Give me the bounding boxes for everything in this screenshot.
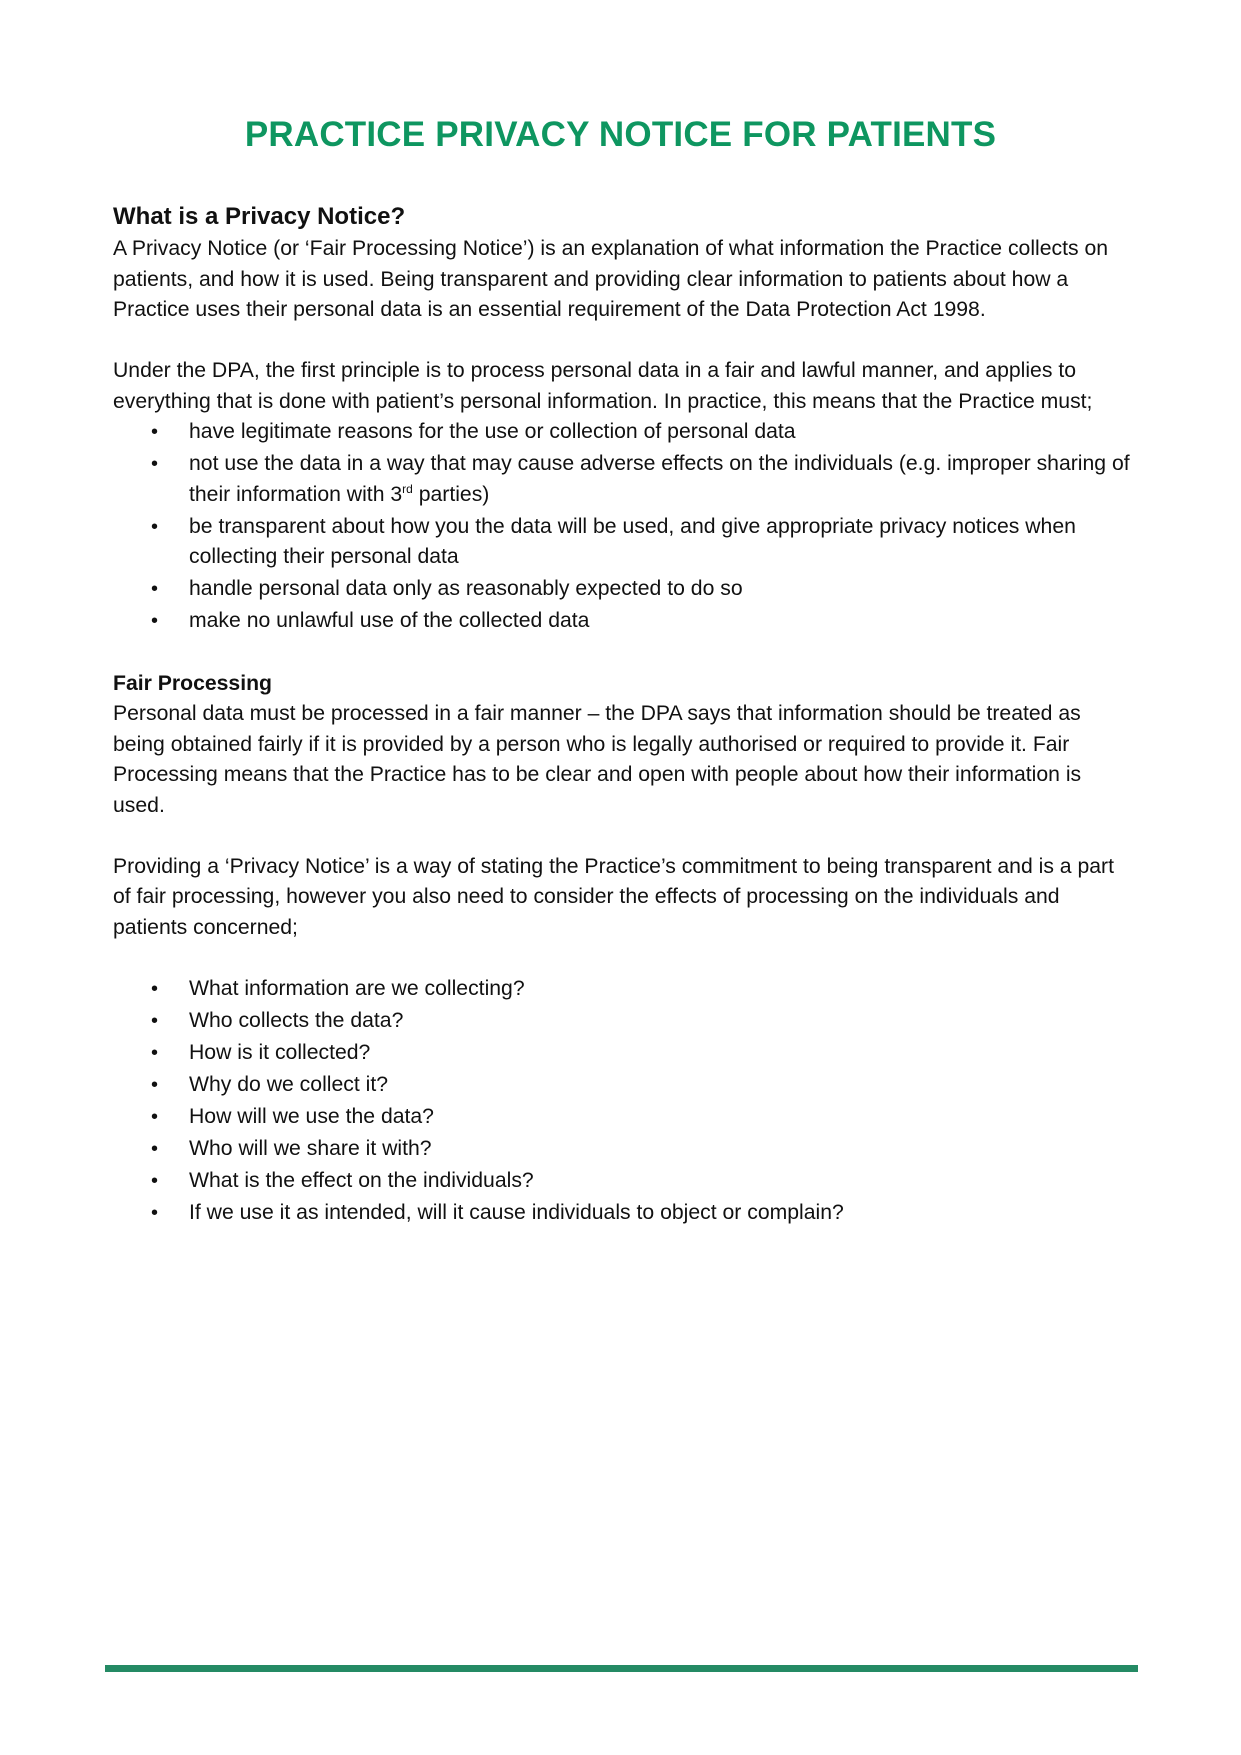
- page-title: PRACTICE PRIVACY NOTICE FOR PATIENTS: [244, 115, 997, 154]
- bullet-icon: •: [151, 421, 159, 443]
- list-item: • make no unlawful use of the collected data: [113, 606, 1133, 637]
- list-item: • Who collects the data?: [113, 1006, 1133, 1037]
- spacer: [113, 821, 1133, 852]
- list-item: • What is the effect on the individuals?: [113, 1166, 1133, 1197]
- spacer: [113, 326, 1133, 357]
- spacer: [113, 638, 1133, 669]
- bullet-icon: •: [151, 578, 159, 600]
- list-item: • How is it collected?: [113, 1038, 1133, 1069]
- list-item: • not use the data in a way that may cause adverse effects on the individuals (e.g. improper sharing of their information with 3rd parties): [113, 449, 1133, 510]
- section-heading-fair-processing: Fair Processing: [113, 671, 272, 695]
- paragraph: Providing a ‘Privacy Notice’ is a way of stating the Practice’s commitment to being transparent and is a part of fair processing, however you also need to consider the effects of processing on the individuals and patients concerned;: [113, 854, 1114, 939]
- bullet-icon: •: [151, 1169, 159, 1192]
- list-item: • How will we use the data?: [113, 1102, 1133, 1133]
- bullet-icon: •: [151, 1201, 159, 1224]
- principles-list: [113, 417, 1133, 637]
- list-item: • be transparent about how you the data will be used, and give appropriate privacy notices when collecting their personal data: [113, 512, 1133, 573]
- bullet-icon: •: [151, 453, 159, 475]
- list-item: • If we use it as intended, will it cause individuals to object or complain?: [113, 1198, 1133, 1229]
- bullet-icon: •: [151, 1137, 159, 1160]
- footer-divider: [105, 1665, 1138, 1672]
- bullet-icon: •: [151, 1041, 159, 1064]
- bullet-icon: •: [151, 515, 159, 538]
- bullet-icon: •: [151, 610, 159, 632]
- paragraph: A Privacy Notice (or ‘Fair Processing Notice’) is an explanation of what information the Practice collects on patients, and how it is used. Being transparent and providing clear information to patients about how a Practice uses their personal data is an essential requirement of the Data Protection Act 1998.: [113, 237, 1109, 321]
- list-item: • Who will we share it with?: [113, 1134, 1133, 1165]
- list-item: • Why do we collect it?: [113, 1070, 1133, 1101]
- list-item: • have legitimate reasons for the use or collection of personal data: [113, 417, 1133, 448]
- questions-list: [113, 974, 1133, 1229]
- paragraph: Under the DPA, the first principle is to process personal data in a fair and lawful manner, and applies to everything that is done with patient’s personal information. In practice, this means that the Practice must;: [113, 359, 1093, 413]
- section-heading-privacy-notice: What is a Privacy Notice?: [113, 203, 406, 230]
- bullet-icon: •: [151, 1009, 159, 1032]
- bullet-icon: •: [151, 1073, 159, 1096]
- list-item: • What information are we collecting?: [113, 974, 1133, 1005]
- list-item: • handle personal data only as reasonably expected to do so: [113, 574, 1133, 605]
- bullet-icon: •: [151, 1105, 159, 1128]
- bullet-icon: •: [151, 977, 159, 1000]
- document-body: [113, 200, 1133, 1230]
- spacer: [113, 943, 1133, 974]
- paragraph: Personal data must be processed in a fair manner – the DPA says that information should be treated as being obtained fairly if it is provided by a person who is legally authorised or required to provide it. Fair Processing means that the Practice has to be clear and open with people about how their information is used.: [113, 702, 1082, 817]
